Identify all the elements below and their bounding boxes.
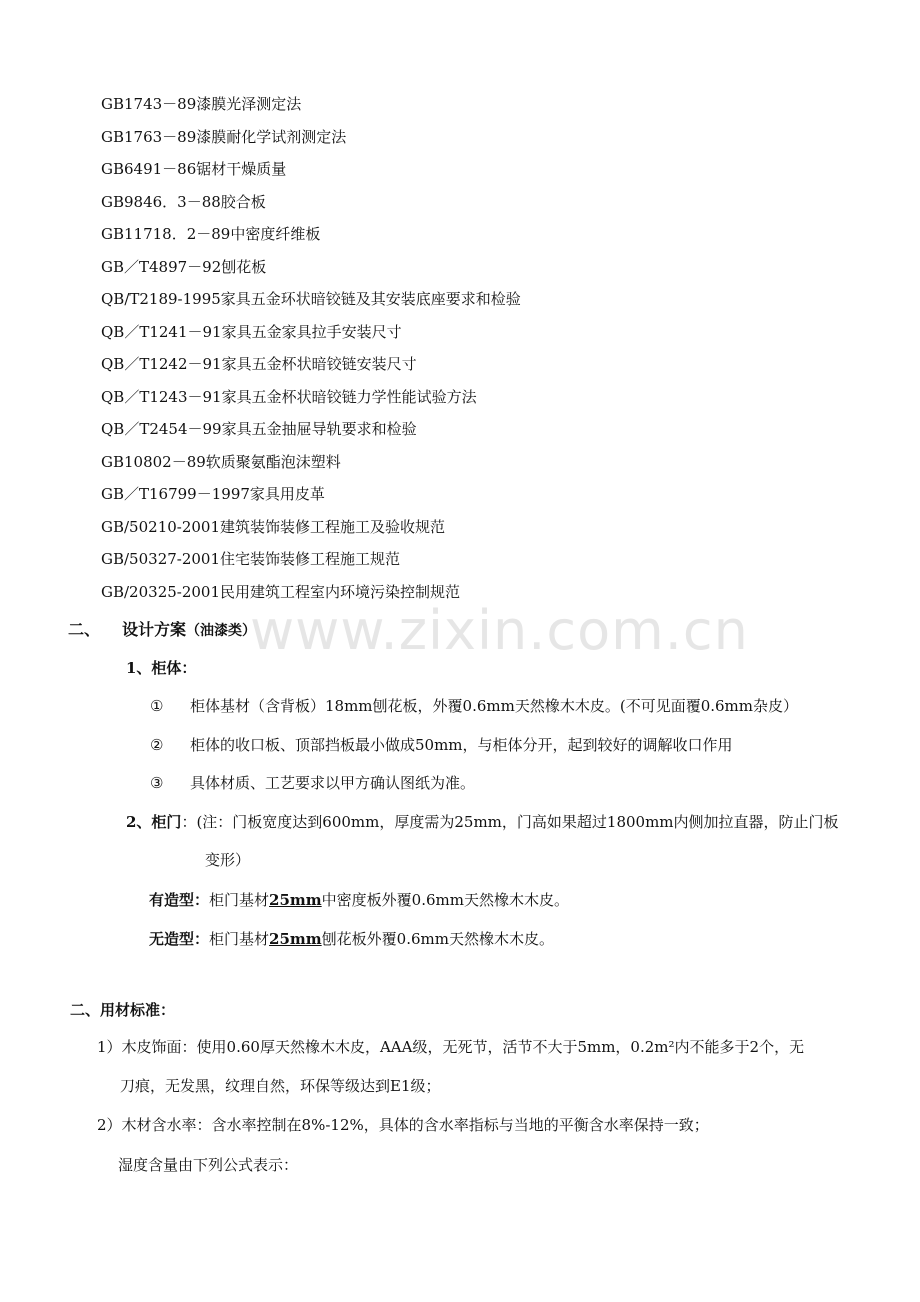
cabinet-item-text: 具体材质、工艺要求以甲方确认图纸为准。 [190,774,476,792]
standard-item: GB1763－89漆膜耐化学试剂测定法 [101,127,347,146]
door-title: 2、柜门 [126,813,182,831]
circled-number: ③ [150,774,164,792]
shaped-label: 有造型： [149,891,210,909]
materials-heading: 二、用材标准： [70,1001,176,1019]
door-note-continued: 变形） [205,851,251,869]
cabinet-item-text: 柜体的收口板、顶部挡板最小做成50mm，与柜体分开，起到较好的调解收口作用 [190,736,733,754]
door-section [126,810,839,834]
shaped-thickness: 25mm [269,891,322,909]
standard-item: GB/50327-2001住宅装饰装修工程施工规范 [101,550,401,568]
plain-thickness: 25mm [269,930,322,948]
cabinet-item [150,771,475,795]
moisture-formula-intro: 湿度含量由下列公式表示： [118,1156,299,1174]
design-heading-title: 设计方案 [122,620,187,639]
design-heading [68,618,256,643]
materials-item-veneer-continued: 刀痕，无发黑，纹理自然，环保等级达到E1级； [120,1077,441,1095]
standard-item: GB/50210-2001建筑装饰装修工程施工及验收规范 [101,517,446,536]
standard-item: GB6491－86锯材干燥质量 [101,160,287,178]
materials-item-veneer: 1）木皮饰面：使用0.60厚天然橡木木皮，AAA级，无死节，活节不大于5mm，0.2m²内不能多于2个，无 [97,1038,805,1056]
standard-item: QB／T1241－91家具五金家具拉手安装尺寸 [101,322,402,341]
standard-item: GB1743－89漆膜光泽测定法 [101,95,302,113]
design-heading-suffix: （油漆类） [186,623,257,639]
shaped-text-pre: 柜门基材 [209,891,270,909]
standards-list [101,92,521,612]
cabinet-item [150,733,733,757]
standard-item: QB／T1243－91家具五金杯状暗铰链力学性能试验方法 [101,387,477,406]
watermark-text: www.zixin.com.cn [250,599,749,662]
standard-item: QB／T2454－99家具五金抽屉导轨要求和检验 [101,420,417,438]
cabinet-item [150,694,798,718]
shaped-door-line [149,888,569,912]
design-heading-number: 二、 [68,620,101,639]
cabinet-title: 1、柜体： [126,659,197,677]
door-note: ：(注：门板宽度达到600mm，厚度需为25mm，门高如果超过1800mm内侧加拉直器，防止门板 [181,813,839,831]
shaped-text-post: 中密度板外覆0.6mm天然橡木木皮。 [321,891,569,909]
standard-item: QB/T2189-1995家具五金环状暗铰链及其安装底座要求和检验 [101,290,521,308]
standard-item: GB11718．2－89中密度纤维板 [101,225,321,243]
standard-item: GB／T4897－92刨花板 [101,257,267,276]
plain-text-post: 刨花板外覆0.6mm天然橡木木皮。 [321,930,554,948]
plain-door-line [149,927,554,951]
plain-text-pre: 柜门基材 [209,930,270,948]
standard-item: GB／T16799－1997家具用皮革 [101,485,325,503]
standard-item: GB/20325-2001民用建筑工程室内环境污染控制规范 [101,582,461,601]
standard-item: GB9846．3－88胶合板 [101,192,266,211]
plain-label: 无造型： [149,930,210,948]
standard-item: QB／T1242－91家具五金杯状暗铰链安装尺寸 [101,355,417,373]
standard-item: GB10802－89软质聚氨酯泡沫塑料 [101,452,341,471]
materials-item-moisture: 2）木材含水率：含水率控制在8%-12%，具体的含水率指标与当地的平衡含水率保持一致； [97,1116,709,1134]
circled-number: ① [150,697,164,715]
cabinet-item-text: 柜体基材（含背板）18mm刨花板，外覆0.6mm天然橡木木皮。(不可见面覆0.6mm杂皮） [190,697,798,715]
circled-number: ② [150,736,164,754]
